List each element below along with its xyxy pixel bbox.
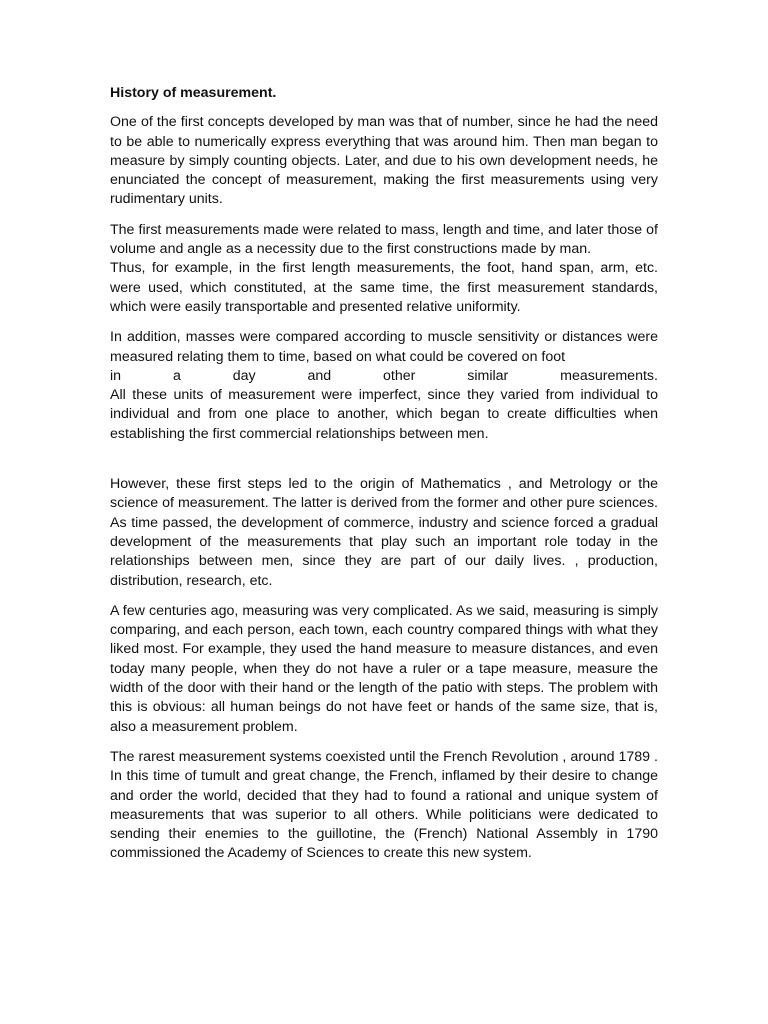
paragraph-1: One of the first concepts developed by man was that of number, since he had the need to be able to numerically express everything that was around him. Then man began to measure by simply counting objects. Later, and due to his own development needs, he enunciated the concept of measurement, making the first measurements using very rudimentary units. [110, 114, 658, 208]
paragraph-3-spread-line [110, 367, 658, 386]
paragraph-5: A few centuries ago, measuring was very complicated. As we said, measuring is simply comparing, and each person, each town, each country compared things with what they liked most. For example, they used the hand measure to measure distances, and even today many people, when they do not have a ruler or a tape measure, measure the width of the door with their hand or the length of the patio with steps. The problem with this is obvious: all human beings do not have feet or hands of the same size, that is, also a measurement problem. [110, 602, 658, 735]
spread-word: similar [467, 367, 509, 384]
document-title: History of measurement. [110, 85, 277, 101]
paragraph-3-part-1: In addition, masses were compared according to muscle sensitivity or distances were measured relating them to time, based on what could be covered on foot [110, 329, 658, 365]
paragraph-2-part-1: The first measurements made were related to mass, length and time, and later those of volume and angle as a necessity due to the first constructions made by man. [110, 221, 658, 258]
paragraph-6: The rarest measurement systems coexisted until the French Revolution , around 1789 . In this time of tumult and great change, the French, inflamed by their desire to change and order the world, decided that they had to found a rational and unique system of measurements that was superior to all others. While politicians were dedicated to sending their enemies to the guillotine, the (French) National Assembly in 1790 commissioned the Academy of Sciences to create this new system. [110, 748, 658, 862]
spread-word: day [232, 367, 256, 384]
spread-word: and [307, 367, 332, 384]
paragraph-2 [110, 221, 658, 317]
paragraph-2-part-2: Thus, for example, in the first length measurements, the foot, hand span, arm, etc. were used, which constituted, at the same time, the first measurement standards, which were easily transportable and presented relative uniformity. [110, 260, 658, 315]
blank-space [110, 455, 658, 475]
spread-word: measurements. [560, 367, 658, 384]
paragraph-3-part-2: All these units of measurement were imperfect, since they varied from individual to individual and from one place to another, which began to create difficulties when establishing the first commercial relationships between men. [110, 387, 658, 442]
spread-word: other [383, 367, 416, 384]
paragraph-3 [110, 328, 658, 444]
paragraph-4: However, these first steps led to the origin of Mathematics , and Metrology or the science of measurement. The latter is derived from the former and other pure sciences. As time passed, the development of commerce, industry and science forced a gradual development of the measurements that play such an important role today in the relationships between men, since they are part of our daily lives. , production, distribution, research, etc. [110, 476, 658, 589]
spread-word: a [172, 367, 181, 384]
spread-word: in [110, 367, 122, 384]
document-page [110, 84, 658, 875]
